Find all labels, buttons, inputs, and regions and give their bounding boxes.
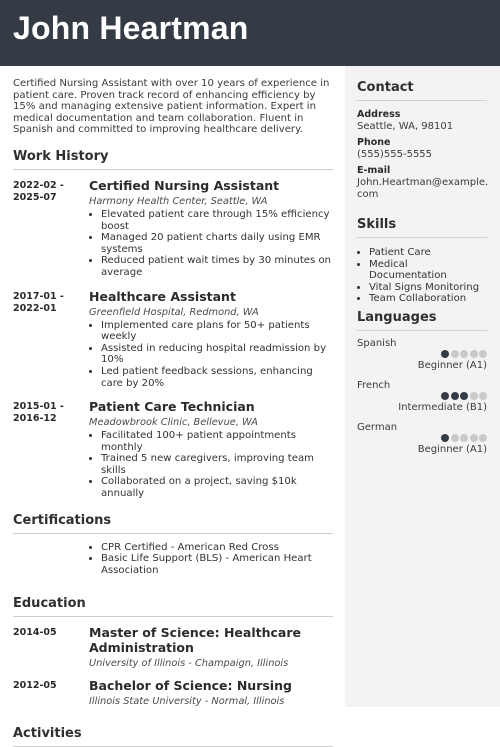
skill-item: • Patient Care	[369, 247, 487, 259]
work-entry	[13, 178, 333, 279]
rating-dot	[460, 434, 468, 442]
language-rating	[357, 433, 487, 442]
activities-heading: Activities	[13, 726, 333, 747]
language-rating	[357, 349, 487, 358]
skills-heading: Skills	[357, 217, 487, 238]
languages-section	[357, 310, 487, 455]
work-date-start: 2022-02 -	[13, 179, 64, 191]
education-date: 2012-05	[13, 680, 57, 692]
degree-title: Bachelor of Science: Nursing	[89, 678, 292, 694]
language-level: Beginner (A1)	[417, 444, 487, 455]
language-item	[357, 338, 487, 371]
rating-dot	[479, 392, 487, 400]
rating-dot	[441, 392, 449, 400]
certification-item: • Basic Life Support (BLS) - American Heart Association	[101, 553, 333, 576]
language-level: Intermediate (B1)	[398, 402, 487, 413]
work-date	[13, 180, 79, 204]
employer: Meadowbrook Clinic, Bellevue, WA	[89, 417, 258, 429]
skills-section	[357, 217, 487, 305]
work-date-end: 2022-01	[13, 302, 57, 314]
contact-heading: Contact	[357, 80, 487, 101]
rating-dot	[451, 434, 459, 442]
employer: Greenfield Hospital, Redmond, WA	[89, 306, 259, 318]
education-entry	[13, 625, 333, 670]
job-title: Patient Care Technician	[89, 399, 255, 415]
rating-dot	[470, 392, 478, 400]
language-name: Spanish	[357, 338, 397, 349]
candidate-name: John Heartman	[13, 10, 249, 46]
resume-header	[0, 0, 500, 66]
contact-section	[357, 80, 487, 201]
language-item	[357, 380, 487, 413]
employer: Harmony Health Center, Seattle, WA	[89, 195, 268, 207]
phone-label: Phone	[357, 137, 391, 148]
skill-item: • Vital Signs Monitoring	[369, 282, 487, 294]
languages-heading: Languages	[357, 310, 487, 331]
job-bullet: • Implemented care plans for 50+ patients weekly	[101, 320, 333, 343]
education-entry	[13, 678, 333, 708]
work-entry	[13, 399, 333, 500]
language-name: French	[357, 380, 391, 391]
work-entry	[13, 289, 333, 390]
address-value: Seattle, WA, 98101	[357, 121, 454, 132]
language-level: Beginner (A1)	[417, 360, 487, 371]
work-history-list	[13, 178, 333, 500]
rating-dot	[460, 350, 468, 358]
job-bullet: • Led patient feedback sessions, enhancing care by 20%	[101, 366, 333, 389]
email-value-line1: John.Heartman@example.	[357, 177, 489, 188]
rating-dot	[470, 434, 478, 442]
work-history-section	[13, 149, 333, 500]
work-date	[13, 291, 79, 315]
work-date-end: 2025-07	[13, 191, 57, 203]
job-title: Healthcare Assistant	[89, 288, 236, 304]
education-section	[13, 596, 333, 708]
language-rating	[357, 391, 487, 400]
languages-list	[357, 338, 487, 455]
work-date	[13, 401, 79, 425]
main-column	[13, 78, 333, 747]
education-date: 2014-05	[13, 627, 57, 639]
email-value-line2: com	[357, 189, 379, 200]
education-heading: Education	[13, 596, 333, 617]
skill-item: • Medical Documentation	[369, 259, 487, 282]
degree-title: Master of Science: Healthcare Administration	[89, 625, 301, 656]
sidebar	[345, 66, 500, 707]
skills-list	[357, 247, 487, 305]
job-bullet: • Assisted in reducing hospital readmission by 10%	[101, 343, 333, 366]
rating-dot	[451, 392, 459, 400]
phone-value: (555)555-5555	[357, 149, 433, 160]
job-bullet: • Collaborated on a project, saving $10k annually	[101, 476, 333, 499]
address-label: Address	[357, 109, 401, 120]
rating-dot	[460, 392, 468, 400]
work-date-end: 2016-12	[13, 413, 57, 425]
job-bullet: • Reduced patient wait times by 30 minutes on average	[101, 255, 333, 278]
school-name: University of Illinois - Champaign, Illinois	[89, 658, 289, 670]
certification-item: • CPR Certified - American Red Cross	[101, 542, 333, 554]
job-bullet: • Facilitated 100+ patient appointments monthly	[101, 430, 333, 453]
email-label: E-mail	[357, 165, 391, 176]
job-bullet: • Trained 5 new caregivers, improving team skills	[101, 453, 333, 476]
language-name: German	[357, 422, 398, 433]
rating-dot	[470, 350, 478, 358]
job-bullets	[89, 209, 333, 279]
school-name: Illinois State University - Normal, Illinois	[89, 696, 285, 708]
activities-section	[13, 726, 333, 747]
rating-dot	[441, 350, 449, 358]
job-bullets	[89, 320, 333, 390]
language-item	[357, 422, 487, 455]
professional-summary: Certified Nursing Assistant with over 10 years of experience in patient care. Proven track record of enhancing efficiency by 15% and managing extensive patient information. Expert in medical documentation and team collaboration. Fluent in Spanish and committed to improving healthcare delivery.	[13, 78, 330, 136]
rating-dot	[479, 350, 487, 358]
job-bullet: • Managed 20 patient charts daily using EMR systems	[101, 232, 333, 255]
rating-dot	[479, 434, 487, 442]
skill-item: • Team Collaboration	[369, 293, 487, 305]
rating-dot	[441, 434, 449, 442]
job-bullet: • Elevated patient care through 15% efficiency boost	[101, 209, 333, 232]
work-date-start: 2015-01 -	[13, 401, 64, 413]
certifications-list	[89, 542, 333, 577]
job-bullets	[89, 430, 333, 500]
work-date-start: 2017-01 -	[13, 290, 64, 302]
certifications-section	[13, 513, 333, 577]
work-history-heading: Work History	[13, 149, 333, 170]
job-title: Certified Nursing Assistant	[89, 177, 280, 193]
certifications-heading: Certifications	[13, 513, 333, 534]
rating-dot	[451, 350, 459, 358]
